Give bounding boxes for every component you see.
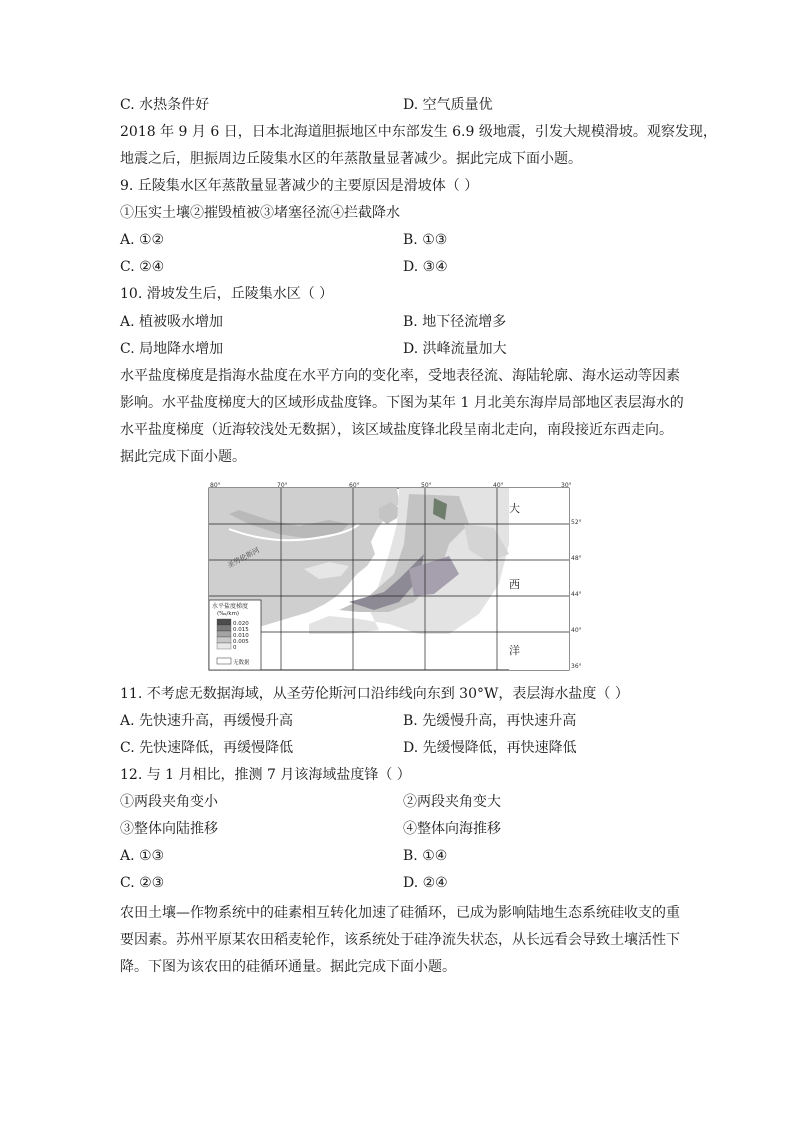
q11-option-a: A. 先快速升高，再缓慢升高 <box>120 713 294 729</box>
passage-landslide-line1: 2018 年 9 月 6 日，日本北海道胆振地区中东部发生 6.9 级地震，引发大规模滑坡。观察发现， <box>120 124 717 140</box>
q10-option-a: A. 植被吸水增加 <box>120 314 224 330</box>
legend-value: 0.010 <box>233 633 249 639</box>
q9-option-d: D. ③④ <box>403 259 448 275</box>
passage-salinity-line4: 据此完成下面小题。 <box>120 449 246 465</box>
lon-label: 30° <box>561 482 572 489</box>
legend-value: 0.015 <box>233 627 249 633</box>
passage-silicon-line3: 降。下图为该农田的硅循环通量。据此完成下面小题。 <box>120 959 456 975</box>
salinity-gradient-map <box>209 482 582 672</box>
legend-swatch <box>217 643 231 649</box>
passage-silicon-line1: 农田土壤—作物系统中的硅素相互转化加速了硅循环，已成为影响陆地生态系统硅收支的重 <box>120 905 680 921</box>
legend-title: 水平盐度梯度 <box>212 603 249 610</box>
q10-stem: 10. 滑坡发生后，丘陵集水区（ ） <box>120 286 334 302</box>
q12-option-d: D. ②④ <box>403 875 448 891</box>
lon-label: 50° <box>421 482 432 489</box>
river-label: 圣劳伦斯河 <box>226 546 261 570</box>
lat-label: 36° <box>571 663 582 670</box>
passage-salinity-line3: 水平盐度梯度（近海较浅处无数据），该区域盐度锋北段呈南北走向，南段接近东西走向。 <box>120 422 673 438</box>
q12-statement-3: ③整体向陆推移 <box>120 821 218 837</box>
q11-stem: 11. 不考虑无数据海域，从圣劳伦斯河口沿纬线向东到 30°W，表层海水盐度（ ） <box>120 686 629 702</box>
legend-value: 0.020 <box>233 621 249 627</box>
legend-value: 0.005 <box>233 639 249 645</box>
lat-label: 48° <box>571 555 582 562</box>
q11-option-d: D. 先缓慢降低，再快速降低 <box>403 740 577 756</box>
q12-stem: 12. 与 1 月相比，推测 7 月该海域盐度锋（ ） <box>120 767 411 783</box>
lat-label: 52° <box>571 519 582 526</box>
lon-label: 60° <box>349 482 360 489</box>
q12-statement-4: ④整体向海推移 <box>403 821 501 837</box>
lat-label: 40° <box>571 627 582 634</box>
legend-no-data: 无数据 <box>233 660 250 666</box>
q12-statement-1: ①两段夹角变小 <box>120 794 218 810</box>
legend-swatch <box>217 631 231 637</box>
lat-label: 44° <box>571 591 582 598</box>
q9-option-c: C. ②④ <box>120 259 165 275</box>
ocean-char: 洋 <box>509 644 520 657</box>
legend-swatch <box>217 619 231 625</box>
q10-option-d: D. 洪峰流量加大 <box>403 341 507 357</box>
q10-option-b: B. 地下径流增多 <box>403 314 507 330</box>
q8-option-c: C. 水热条件好 <box>120 97 210 113</box>
q9-option-a: A. ①② <box>120 232 165 248</box>
ocean-char: 大 <box>509 502 520 515</box>
passage-landslide-line2: 地震之后，胆振周边丘陵集水区的年蒸散量显著减少。据此完成下面小题。 <box>120 151 582 167</box>
q8-option-d: D. 空气质量优 <box>403 97 493 113</box>
legend-unit: (‰/km) <box>217 611 240 617</box>
legend-value: 0 <box>233 645 237 651</box>
legend-swatch <box>217 625 231 631</box>
q9-option-b: B. ①③ <box>403 232 448 248</box>
legend-swatch-no-data <box>217 658 231 664</box>
legend-swatch <box>217 637 231 643</box>
q11-option-c: C. 先快速降低，再缓慢降低 <box>120 740 294 756</box>
lon-label: 70° <box>277 482 288 489</box>
q12-statement-2: ②两段夹角变大 <box>403 794 501 810</box>
legend <box>209 600 261 670</box>
ocean-char: 西 <box>509 578 520 591</box>
passage-salinity-line1: 水平盐度梯度是指海水盐度在水平方向的变化率，受地表径流、海陆轮廓、海水运动等因素 <box>120 368 680 384</box>
q11-option-b: B. 先缓慢升高，再快速升高 <box>403 713 577 729</box>
lon-label: 80° <box>210 482 221 489</box>
passage-silicon-line2: 要因素。苏州平原某农田稻麦轮作，该系统处于硅净流失状态，从长远看会导致土壤活性下 <box>120 932 680 948</box>
passage-salinity-line2: 影响。水平盐度梯度大的区域形成盐度锋。下图为某年 1 月北美东海岸局部地区表层海水的 <box>120 395 684 411</box>
lon-label: 40° <box>493 482 504 489</box>
q10-option-c: C. 局地降水增加 <box>120 341 224 357</box>
q12-option-b: B. ①④ <box>403 848 448 864</box>
q12-option-a: A. ①③ <box>120 848 165 864</box>
q9-choices: ①压实土壤②摧毁植被③堵塞径流④拦截降水 <box>120 205 400 221</box>
q12-option-c: C. ②③ <box>120 875 165 891</box>
q9-stem: 9. 丘陵集水区年蒸散量显著减少的主要原因是滑坡体（ ） <box>120 178 479 194</box>
